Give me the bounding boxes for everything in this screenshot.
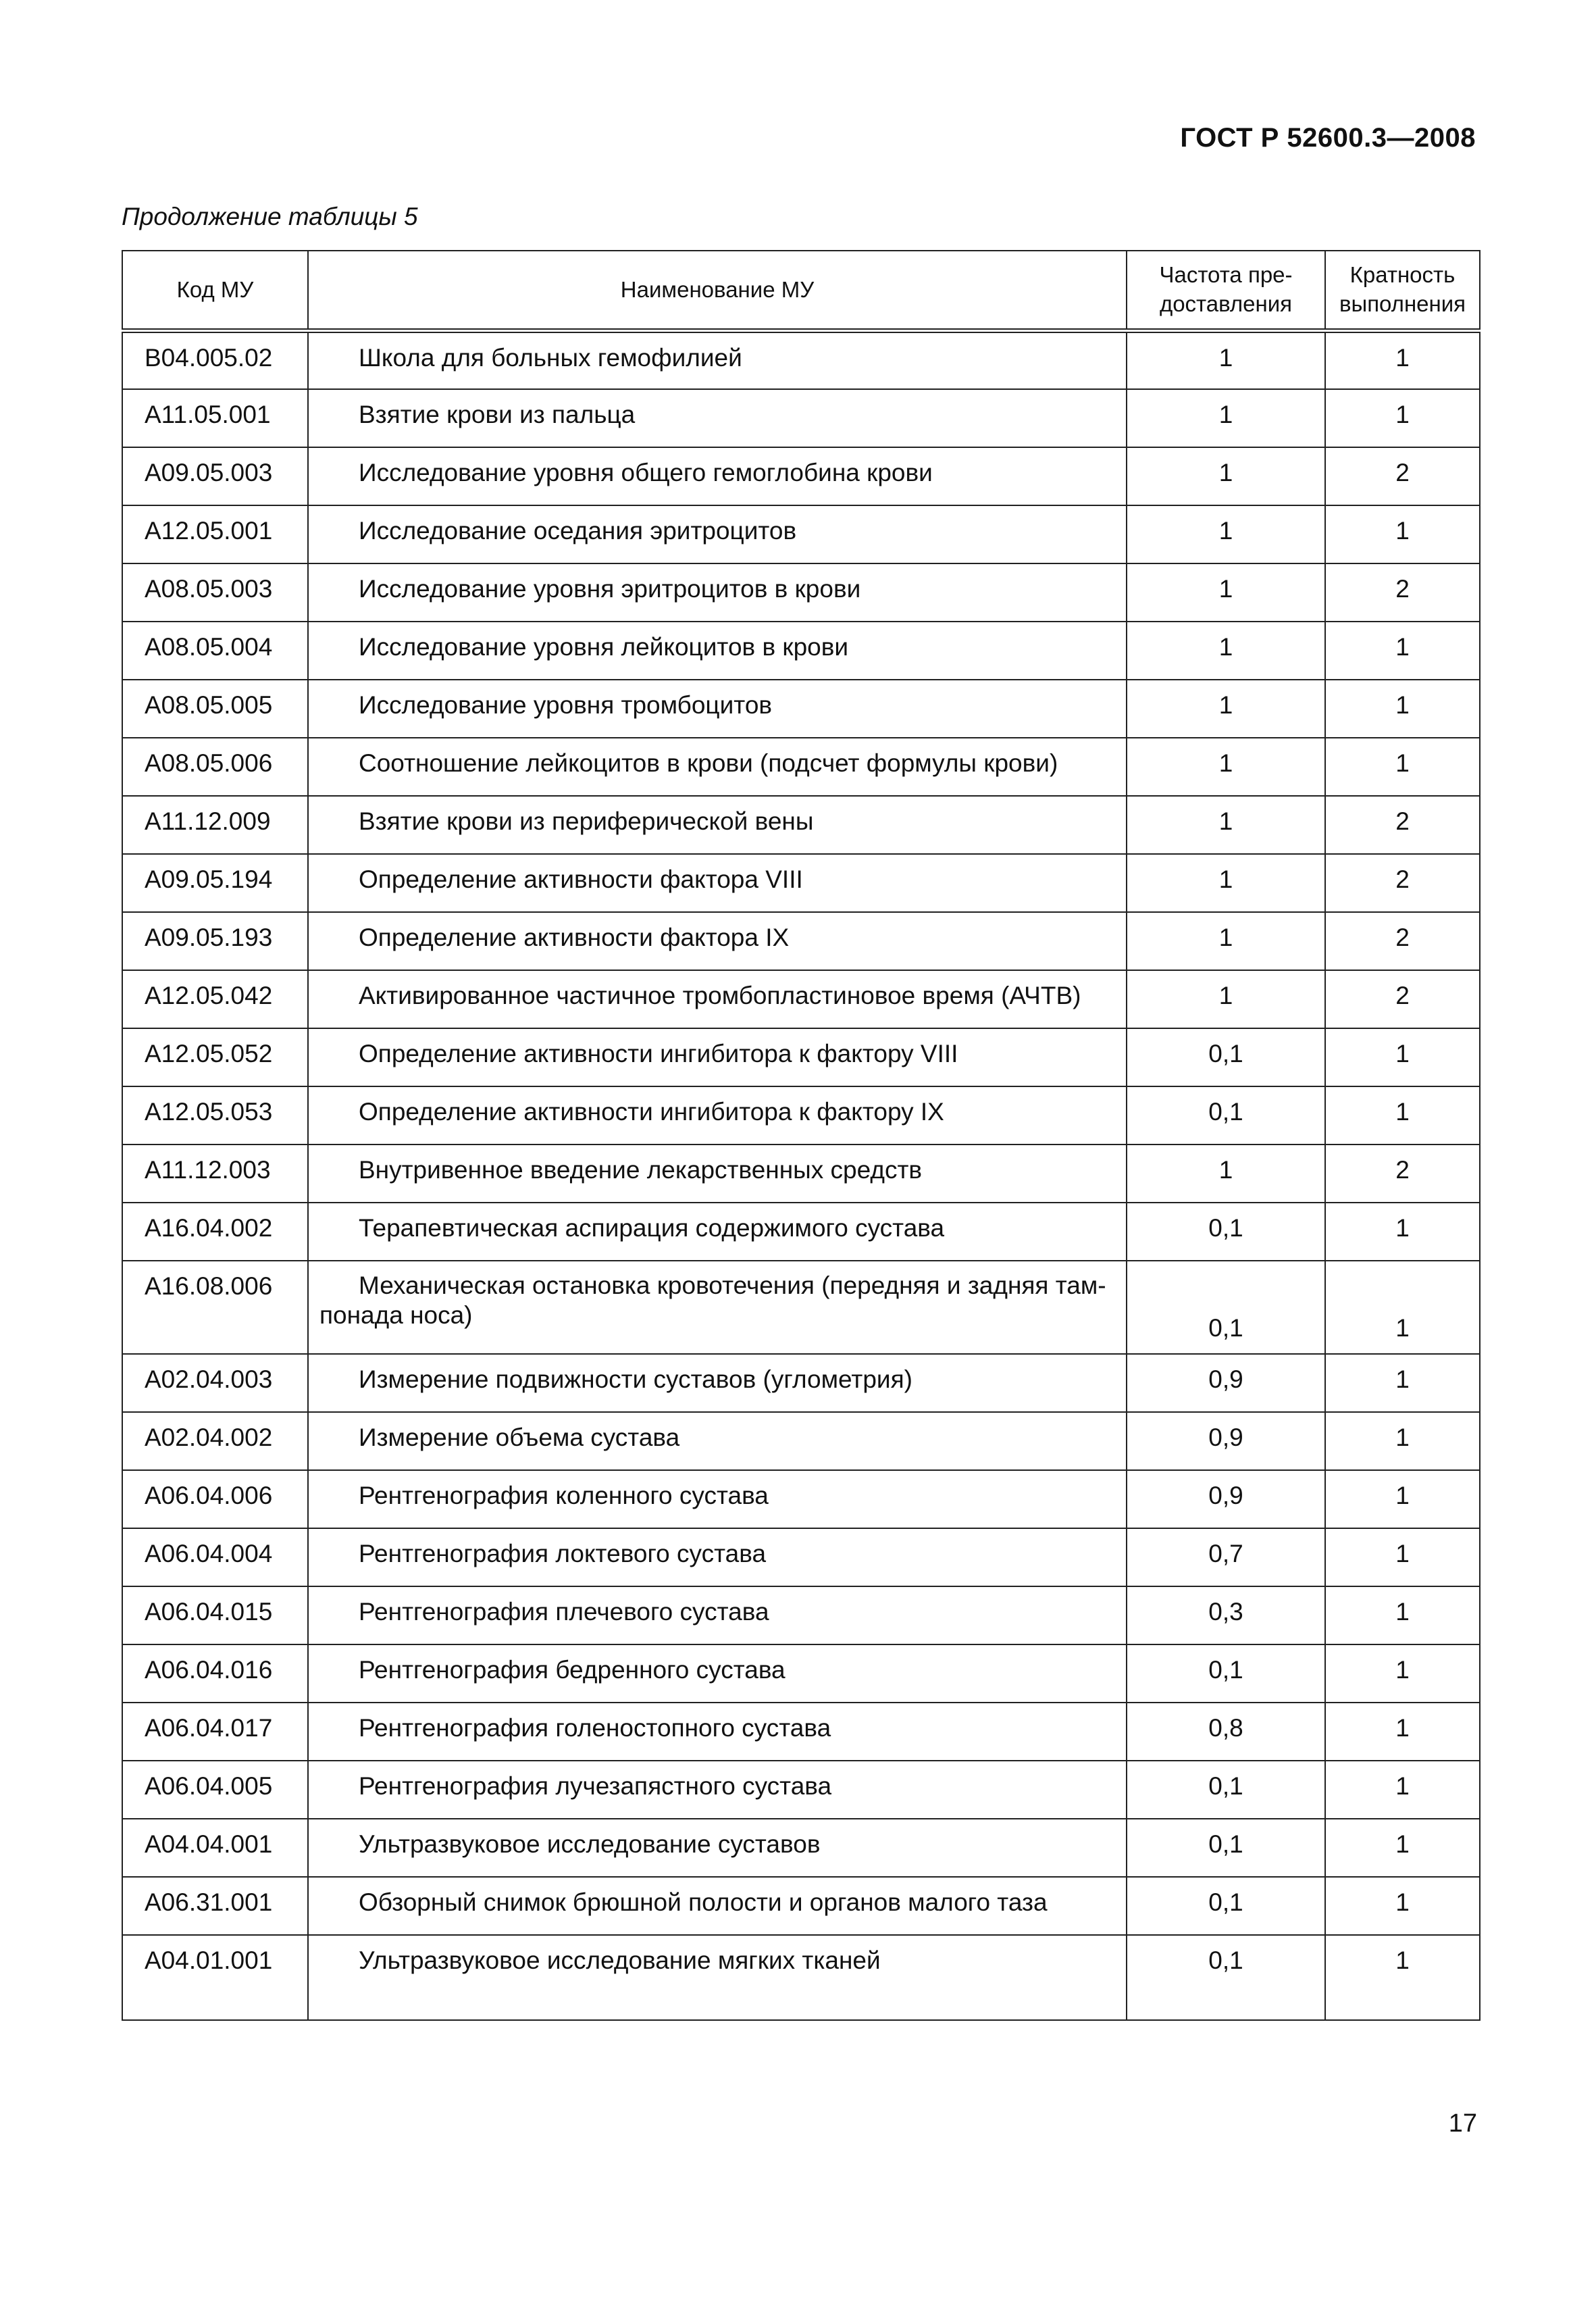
cell-code: А06.31.001 (122, 1877, 308, 1935)
cell-frequency: 1 (1127, 1145, 1325, 1203)
table-row (122, 1935, 1480, 2020)
cell-frequency: 0,1 (1127, 1644, 1325, 1703)
cell-multiplicity: 1 (1325, 1261, 1480, 1354)
cell-multiplicity: 1 (1325, 505, 1480, 563)
cell-frequency: 1 (1127, 563, 1325, 622)
cell-frequency: 0,3 (1127, 1586, 1325, 1644)
table-row (122, 970, 1480, 1028)
cell-multiplicity: 1 (1325, 1877, 1480, 1935)
cell-frequency: 0,9 (1127, 1412, 1325, 1470)
column-header-name: Наименование МУ (308, 251, 1127, 331)
cell-multiplicity: 2 (1325, 970, 1480, 1028)
cell-frequency: 1 (1127, 447, 1325, 505)
cell-multiplicity: 1 (1325, 622, 1480, 680)
cell-frequency: 0,1 (1127, 1761, 1325, 1819)
cell-code: А04.04.001 (122, 1819, 308, 1877)
cell-multiplicity: 1 (1325, 1819, 1480, 1877)
cell-name: Исследование уровня эритроцитов в крови (308, 563, 1127, 622)
table-caption: Продолжение таблицы 5 (122, 203, 418, 230)
cell-code: А11.12.003 (122, 1145, 308, 1203)
table-row (122, 1086, 1480, 1145)
table-row (122, 1412, 1480, 1470)
cell-multiplicity: 1 (1325, 1354, 1480, 1412)
cell-multiplicity: 1 (1325, 1703, 1480, 1761)
cell-code: А06.04.005 (122, 1761, 308, 1819)
cell-code: А06.04.006 (122, 1470, 308, 1528)
cell-frequency: 1 (1127, 389, 1325, 447)
cell-multiplicity: 1 (1325, 738, 1480, 796)
cell-multiplicity: 1 (1325, 389, 1480, 447)
table-row (122, 738, 1480, 796)
table-row (122, 680, 1480, 738)
cell-code: А08.05.005 (122, 680, 308, 738)
cell-frequency: 1 (1127, 854, 1325, 912)
cell-multiplicity: 2 (1325, 796, 1480, 854)
table-row (122, 912, 1480, 970)
cell-frequency: 0,1 (1127, 1028, 1325, 1086)
table-header-row (122, 251, 1480, 331)
cell-multiplicity: 1 (1325, 1086, 1480, 1145)
cell-frequency: 0,1 (1127, 1935, 1325, 2020)
cell-code: А06.04.017 (122, 1703, 308, 1761)
cell-multiplicity: 1 (1325, 331, 1480, 389)
table-row (122, 1703, 1480, 1761)
cell-code: А02.04.002 (122, 1412, 308, 1470)
cell-code: А06.04.004 (122, 1528, 308, 1586)
cell-multiplicity: 1 (1325, 1203, 1480, 1261)
cell-frequency: 1 (1127, 331, 1325, 389)
cell-code: А16.08.006 (122, 1261, 308, 1354)
cell-frequency: 1 (1127, 505, 1325, 563)
cell-name: Ультразвуковое исследование суставов (308, 1819, 1127, 1877)
cell-code: А08.05.006 (122, 738, 308, 796)
page-number: 17 (1448, 2109, 1477, 2138)
cell-multiplicity: 2 (1325, 854, 1480, 912)
cell-frequency: 0,1 (1127, 1877, 1325, 1935)
cell-code: А09.05.003 (122, 447, 308, 505)
cell-name: Рентгенография коленного сустава (308, 1470, 1127, 1528)
cell-code: А11.12.009 (122, 796, 308, 854)
cell-code: А02.04.003 (122, 1354, 308, 1412)
table-row (122, 331, 1480, 389)
cell-name: Ультразвуковое исследование мягких тканей (308, 1935, 1127, 2020)
cell-code: А08.05.003 (122, 563, 308, 622)
cell-frequency: 1 (1127, 912, 1325, 970)
services-table (122, 250, 1481, 2021)
cell-frequency: 0,8 (1127, 1703, 1325, 1761)
cell-name: Взятие крови из пальца (308, 389, 1127, 447)
cell-name: Рентгенография голеностопного сустава (308, 1703, 1127, 1761)
cell-frequency: 0,1 (1127, 1086, 1325, 1145)
cell-frequency: 1 (1127, 680, 1325, 738)
cell-multiplicity: 2 (1325, 563, 1480, 622)
cell-multiplicity: 1 (1325, 1586, 1480, 1644)
cell-name: Определение активности фактора IX (308, 912, 1127, 970)
cell-multiplicity: 1 (1325, 1470, 1480, 1528)
cell-name: Измерение объема сустава (308, 1412, 1127, 1470)
cell-multiplicity: 1 (1325, 1935, 1480, 2020)
cell-name: Внутривенное введение лекарственных средств (308, 1145, 1127, 1203)
cell-multiplicity: 1 (1325, 1528, 1480, 1586)
cell-name: Механическая остановка кровотечения (передняя и задняя там- понада носа) (308, 1261, 1127, 1354)
table-row (122, 563, 1480, 622)
cell-code: А06.04.015 (122, 1586, 308, 1644)
table-row (122, 505, 1480, 563)
cell-frequency: 1 (1127, 970, 1325, 1028)
table-row (122, 1877, 1480, 1935)
cell-name: Определение активности фактора VIII (308, 854, 1127, 912)
standard-designation: ГОСТ Р 52600.3—2008 (1180, 123, 1476, 153)
cell-code: А11.05.001 (122, 389, 308, 447)
cell-name: Определение активности ингибитора к фактору VIII (308, 1028, 1127, 1086)
cell-multiplicity: 2 (1325, 447, 1480, 505)
table-row (122, 389, 1480, 447)
cell-frequency: 0,9 (1127, 1470, 1325, 1528)
cell-name: Определение активности ингибитора к фактору IX (308, 1086, 1127, 1145)
cell-name: Терапевтическая аспирация содержимого сустава (308, 1203, 1127, 1261)
cell-code: А12.05.053 (122, 1086, 308, 1145)
cell-code: А04.01.001 (122, 1935, 308, 2020)
column-header-multiplicity: Кратность выполнения (1325, 251, 1480, 331)
cell-frequency: 1 (1127, 738, 1325, 796)
cell-multiplicity: 1 (1325, 1644, 1480, 1703)
table-row (122, 1819, 1480, 1877)
table-row (122, 1528, 1480, 1586)
table-row (122, 796, 1480, 854)
cell-name: Активированное частичное тромбопластиновое время (АЧТВ) (308, 970, 1127, 1028)
table-row (122, 854, 1480, 912)
column-header-frequency: Частота пре- доставления (1127, 251, 1325, 331)
column-header-code: Код МУ (122, 251, 308, 331)
cell-frequency: 0,1 (1127, 1819, 1325, 1877)
table-row (122, 1470, 1480, 1528)
table-row (122, 1644, 1480, 1703)
table-row (122, 1354, 1480, 1412)
cell-frequency: 1 (1127, 622, 1325, 680)
cell-code: А16.04.002 (122, 1203, 308, 1261)
cell-name: Измерение подвижности суставов (углометрия) (308, 1354, 1127, 1412)
cell-name: Исследование уровня лейкоцитов в крови (308, 622, 1127, 680)
cell-code: В04.005.02 (122, 331, 308, 389)
cell-multiplicity: 1 (1325, 1412, 1480, 1470)
cell-multiplicity: 1 (1325, 1761, 1480, 1819)
cell-name: Исследование уровня тромбоцитов (308, 680, 1127, 738)
cell-name: Соотношение лейкоцитов в крови (подсчет формулы крови) (308, 738, 1127, 796)
table-row (122, 622, 1480, 680)
cell-name: Взятие крови из периферической вены (308, 796, 1127, 854)
cell-name: Исследование оседания эритроцитов (308, 505, 1127, 563)
cell-frequency: 0,9 (1127, 1354, 1325, 1412)
cell-name: Рентгенография плечевого сустава (308, 1586, 1127, 1644)
cell-frequency: 1 (1127, 796, 1325, 854)
cell-multiplicity: 1 (1325, 1028, 1480, 1086)
cell-code: А12.05.042 (122, 970, 308, 1028)
table-row (122, 1761, 1480, 1819)
table-row (122, 1261, 1480, 1354)
cell-frequency: 0,1 (1127, 1203, 1325, 1261)
table-body (122, 331, 1480, 2020)
table-row (122, 1586, 1480, 1644)
table-row (122, 1028, 1480, 1086)
cell-code: А12.05.052 (122, 1028, 308, 1086)
cell-code: А09.05.193 (122, 912, 308, 970)
cell-multiplicity: 1 (1325, 680, 1480, 738)
cell-multiplicity: 2 (1325, 1145, 1480, 1203)
cell-multiplicity: 2 (1325, 912, 1480, 970)
cell-frequency: 0,7 (1127, 1528, 1325, 1586)
cell-name: Школа для больных гемофилией (308, 331, 1127, 389)
cell-frequency: 0,1 (1127, 1261, 1325, 1354)
cell-name: Рентгенография лучезапястного сустава (308, 1761, 1127, 1819)
cell-name: Рентгенография локтевого сустава (308, 1528, 1127, 1586)
cell-code: А08.05.004 (122, 622, 308, 680)
cell-code: А12.05.001 (122, 505, 308, 563)
table-row (122, 447, 1480, 505)
cell-name: Рентгенография бедренного сустава (308, 1644, 1127, 1703)
cell-name: Обзорный снимок брюшной полости и органов малого таза (308, 1877, 1127, 1935)
cell-code: А06.04.016 (122, 1644, 308, 1703)
table-row (122, 1145, 1480, 1203)
cell-code: А09.05.194 (122, 854, 308, 912)
cell-name: Исследование уровня общего гемоглобина крови (308, 447, 1127, 505)
table-row (122, 1203, 1480, 1261)
